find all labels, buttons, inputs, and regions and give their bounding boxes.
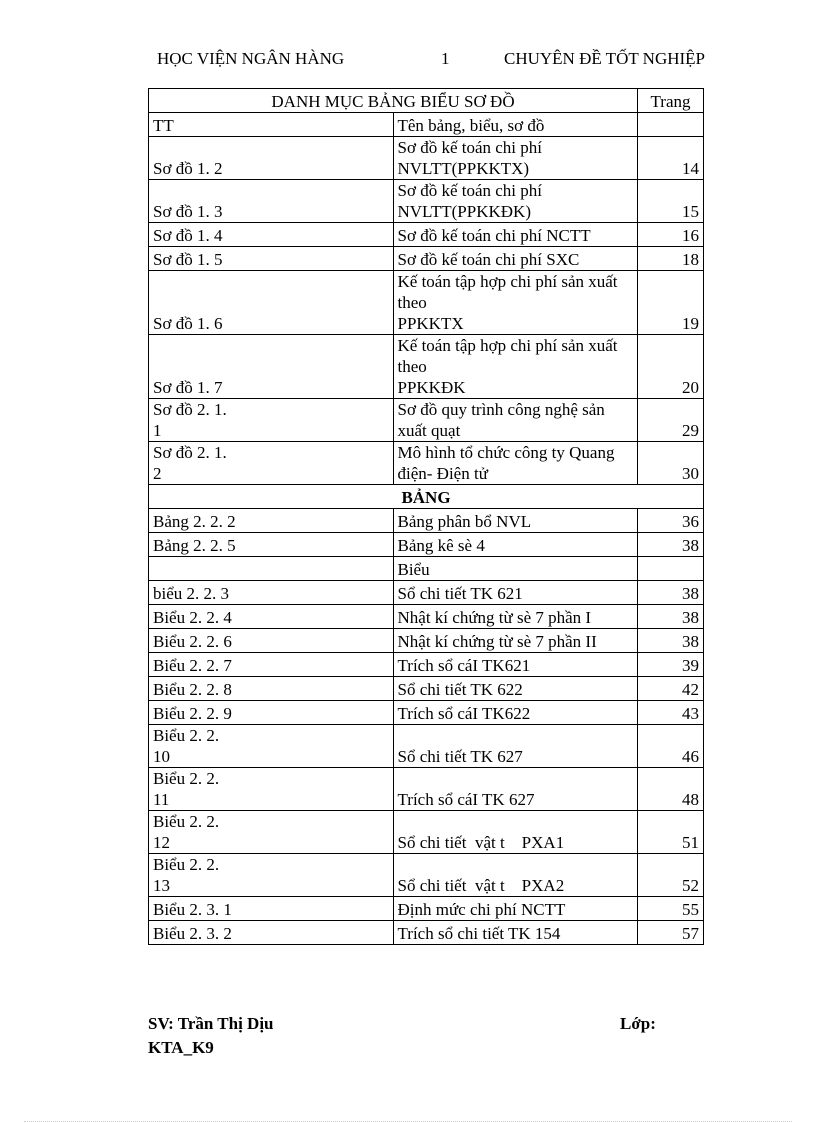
row-name: Nhật kí chứng từ sè 7 phần I (393, 605, 638, 629)
row-id: Biểu 2. 3. 1 (149, 897, 394, 921)
row-name: Sổ chi tiết TK 621 (393, 581, 638, 605)
row-page: 14 (638, 137, 704, 180)
page-header (0, 49, 816, 71)
page-column-header: Trang (638, 89, 704, 113)
header-document-type: CHUYÊN ĐỀ TỐT NGHIỆP (504, 49, 706, 68)
row-page: 30 (638, 442, 704, 485)
table-row (149, 335, 704, 399)
row-name: Bảng phân bổ NVL (393, 509, 638, 533)
row-name: Trích sổ cáI TK621 (393, 653, 638, 677)
row-id: Biểu 2. 3. 2 (149, 921, 394, 945)
page-bottom-divider (24, 1121, 792, 1122)
row-page: 38 (638, 581, 704, 605)
row-page: 15 (638, 180, 704, 223)
row-page: 19 (638, 271, 704, 335)
table-row (149, 533, 704, 557)
row-page: 18 (638, 247, 704, 271)
class-value: KTA_K9 (148, 1038, 214, 1057)
student-name: SV: Trần Thị Dịu (148, 1014, 274, 1033)
table-row (149, 725, 704, 768)
row-name: Mô hình tổ chức công ty Quang điện- Điện tử (393, 442, 638, 485)
table-row (149, 442, 704, 485)
row-id: Sơ đồ 1. 6 (149, 271, 394, 335)
row-id: Biểu 2. 2. 13 (149, 854, 394, 897)
class-label: Lớp: (620, 1014, 656, 1033)
row-id: Biểu 2. 2. 12 (149, 811, 394, 854)
table-row (149, 399, 704, 442)
empty-cell (638, 113, 704, 137)
table-row (149, 701, 704, 725)
row-name: Sơ đồ kế toán chi phí NVLTT(PPKKTX) (393, 137, 638, 180)
row-page: 48 (638, 768, 704, 811)
table-row (149, 180, 704, 223)
row-name: Sơ đồ quy trình công nghệ sản xuất quạt (393, 399, 638, 442)
header-institution: HỌC VIỆN NGÂN HÀNG (157, 49, 345, 68)
table-row (149, 629, 704, 653)
row-id: Sơ đồ 1. 3 (149, 180, 394, 223)
row-id: Sơ đồ 1. 4 (149, 223, 394, 247)
table-title: DANH MỤC BẢNG BIỂU SƠ ĐỒ (149, 89, 638, 113)
row-page: 43 (638, 701, 704, 725)
row-page: 29 (638, 399, 704, 442)
row-id: Biểu 2. 2. 10 (149, 725, 394, 768)
row-page: 38 (638, 605, 704, 629)
row-page: 57 (638, 921, 704, 945)
row-name: Sổ chi tiết vật t PXA2 (393, 854, 638, 897)
row-id: Biểu 2. 2. 8 (149, 677, 394, 701)
table-row (149, 271, 704, 335)
row-page: 38 (638, 629, 704, 653)
row-id: Biểu 2. 2. 4 (149, 605, 394, 629)
section-row (149, 557, 704, 581)
row-name: Kế toán tập hợp chi phí sản xuất theo PPKKTX (393, 271, 638, 335)
table-row (149, 811, 704, 854)
row-page: 46 (638, 725, 704, 768)
section-title-bieu: Biểu (393, 557, 638, 581)
table-row (149, 605, 704, 629)
tt-column-header: TT (149, 113, 394, 137)
section-row (149, 485, 704, 509)
table-row (149, 854, 704, 897)
row-page: 42 (638, 677, 704, 701)
row-name: Sổ chi tiết TK 627 (393, 725, 638, 768)
table-row (149, 581, 704, 605)
table-row (149, 677, 704, 701)
table-row (149, 247, 704, 271)
row-name: Sơ đồ kế toán chi phí NVLTT(PPKKĐK) (393, 180, 638, 223)
empty-cell (638, 557, 704, 581)
row-name: Trích sổ cáI TK 627 (393, 768, 638, 811)
row-page: 51 (638, 811, 704, 854)
row-name: Định mức chi phí NCTT (393, 897, 638, 921)
row-name: Kế toán tập hợp chi phí sản xuất theo PPKKĐK (393, 335, 638, 399)
row-id: Sơ đồ 1. 5 (149, 247, 394, 271)
name-column-header: Tên bảng, biểu, sơ đồ (393, 113, 638, 137)
table-title-row (149, 89, 704, 113)
row-name: Nhật kí chứng từ sè 7 phần II (393, 629, 638, 653)
row-name: Sổ chi tiết vật t PXA1 (393, 811, 638, 854)
table-row (149, 921, 704, 945)
row-id: Sơ đồ 1. 2 (149, 137, 394, 180)
row-page: 16 (638, 223, 704, 247)
table-row (149, 768, 704, 811)
row-page: 39 (638, 653, 704, 677)
row-name: Sổ chi tiết TK 622 (393, 677, 638, 701)
column-header-row (149, 113, 704, 137)
row-name: Trích sổ cáI TK622 (393, 701, 638, 725)
row-name: Sơ đồ kế toán chi phí SXC (393, 247, 638, 271)
table-row (149, 223, 704, 247)
row-page: 38 (638, 533, 704, 557)
row-id: biểu 2. 2. 3 (149, 581, 394, 605)
header-page-number: 1 (441, 49, 450, 68)
row-page: 52 (638, 854, 704, 897)
row-id: Biểu 2. 2. 7 (149, 653, 394, 677)
list-of-figures-table (148, 88, 704, 945)
row-id: Biểu 2. 2. 6 (149, 629, 394, 653)
row-name: Sơ đồ kế toán chi phí NCTT (393, 223, 638, 247)
row-id: Biểu 2. 2. 9 (149, 701, 394, 725)
section-title-bang: BẢNG (149, 485, 704, 509)
row-id: Sơ đồ 1. 7 (149, 335, 394, 399)
row-id: Sơ đồ 2. 1. 2 (149, 442, 394, 485)
table-row (149, 897, 704, 921)
table-row (149, 137, 704, 180)
row-id: Biểu 2. 2. 11 (149, 768, 394, 811)
row-page: 55 (638, 897, 704, 921)
row-name: Bảng kê sè 4 (393, 533, 638, 557)
row-name: Trích sổ chi tiết TK 154 (393, 921, 638, 945)
row-id: Sơ đồ 2. 1. 1 (149, 399, 394, 442)
empty-cell (149, 557, 394, 581)
row-id: Bảng 2. 2. 2 (149, 509, 394, 533)
row-page: 20 (638, 335, 704, 399)
table-row (149, 653, 704, 677)
row-page: 36 (638, 509, 704, 533)
table-row (149, 509, 704, 533)
row-id: Bảng 2. 2. 5 (149, 533, 394, 557)
